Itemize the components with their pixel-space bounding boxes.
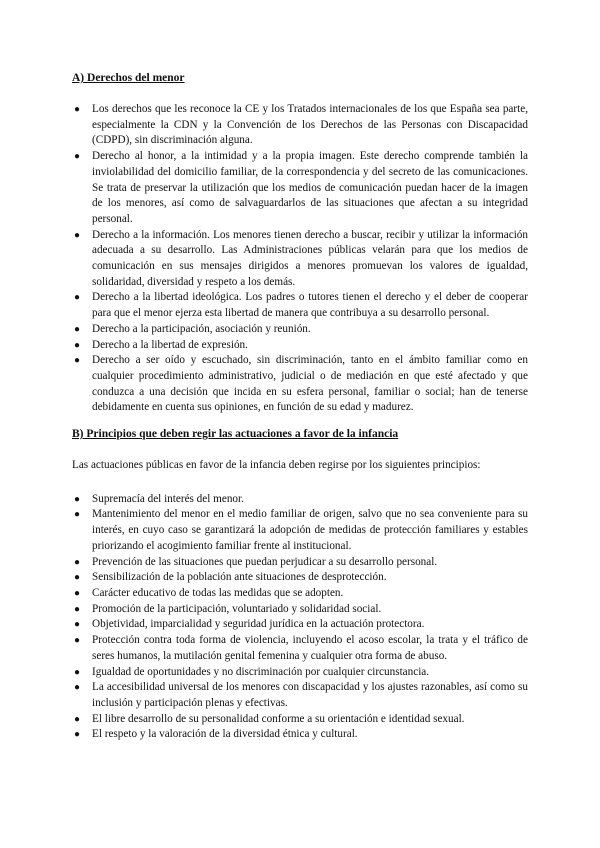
bullet-icon: ● bbox=[74, 713, 81, 725]
list-item: ● Supremacía del interés del menor. bbox=[72, 492, 528, 508]
bullet-icon: ● bbox=[74, 587, 81, 599]
list-item: ● Mantenimiento del menor en el medio familiar de origen, salvo que no sea conveniente para su interés, en cuyo caso se garantizará la adopción de medidas de protección familiares y estables priorizando el acogimiento familiar frente al institucional. bbox=[74, 508, 528, 552]
bullet-icon: ● bbox=[74, 151, 81, 163]
section-b-intro: Las actuaciones públicas en favor de la infancia deben regirse por los siguientes principios: bbox=[72, 459, 481, 472]
bullet-icon: ● bbox=[74, 635, 81, 647]
list-item: ● Promoción de la participación, voluntariado y solidaridad social. bbox=[72, 602, 528, 618]
bullet-icon: ● bbox=[74, 104, 81, 115]
bullet-icon: ● bbox=[74, 729, 81, 741]
bullet-icon: ● bbox=[74, 323, 81, 335]
bullet-icon: ● bbox=[74, 339, 81, 351]
bullet-icon: ● bbox=[74, 666, 81, 678]
list-item: ● Derecho a la información. Los menores tienen derecho a buscar, recibir y utilizar la información adecuada a su desarrollo. Las Administraciones públicas velarán para que los medios de comunicación en sus mensajes dirigidos a menores promuevan los valores de igualdad, solidaridad, diversidad y respeto a los demás. bbox=[74, 228, 528, 288]
list-item: ● Objetividad, imparcialidad y seguridad jurídica en la actuación protectora. bbox=[72, 617, 528, 633]
document-content bbox=[72, 70, 528, 743]
list-item: ● El respeto y la valoración de la diversidad étnica y cultural. bbox=[72, 727, 528, 743]
list-item: ● Sensibilización de la población ante situaciones de desprotección. bbox=[72, 570, 528, 586]
bullet-icon: ● bbox=[74, 572, 81, 584]
bullet-icon: ● bbox=[74, 355, 81, 367]
bullet-icon: ● bbox=[74, 603, 81, 615]
bullet-icon: ● bbox=[74, 509, 81, 521]
bullet-icon: ● bbox=[74, 556, 81, 568]
list-item: ● Igualdad de oportunidades y no discriminación por cualquier circunstancia. bbox=[72, 665, 528, 681]
list-item: ● La accesibilidad universal de los menores con discapacidad y los ajustes razonables, así como su inclusión y participación plenas y efectivas. bbox=[74, 681, 528, 709]
list-item: ● El libre desarrollo de su personalidad conforme a su orientación e identidad sexual. bbox=[72, 712, 528, 728]
list-item: ● Derecho a ser oído y escuchado, sin discriminación, tanto en el ámbito familiar como en cualquier procedimiento administrativo, judicial o de mediación en que esté afectado y que conduzca a una decisión que incida en su esfera personal, familiar o social; han de tenerse debidamente en cuenta sus opiniones, en función de su edad y madurez. bbox=[74, 354, 528, 414]
section-a-heading: A) Derechos del menor bbox=[72, 72, 185, 84]
list-item: ● Carácter educativo de todas las medidas que se adopten. bbox=[72, 586, 528, 602]
list-item: ● Los derechos que les reconoce la CE y los Tratados internacionales de los que España sea parte, especialmente la CDN y la Convención de los Derechos de las Personas con Discapacidad (CDPD), sin discriminación alguna. bbox=[74, 103, 528, 147]
bullet-icon: ● bbox=[74, 682, 81, 694]
list-item: ● Protección contra toda forma de violencia, incluyendo el acoso escolar, la trata y el tráfico de seres humanos, la mutilación genital femenina y cualquier otra forma de abuso. bbox=[74, 634, 528, 662]
list-item: ● Derecho a la libertad de expresión. bbox=[72, 338, 528, 354]
list-item: ● Derecho a la participación, asociación y reunión. bbox=[72, 322, 528, 338]
bullet-icon: ● bbox=[74, 292, 81, 304]
section-a-list bbox=[72, 102, 528, 416]
list-item: ● Prevención de las situaciones que puedan perjudicar a su desarrollo personal. bbox=[72, 555, 528, 571]
list-item: ● Derecho al honor, a la intimidad y a la propia imagen. Este derecho comprende también la inviolabilidad del domicilio familiar, de la correspondencia y del secreto de las comunicaciones. Se trata de preservar la utilización que los medios de comunicación puedan hacer de la imagen de los menores, así como de salvaguardarlos de las situaciones que afectan a su integridad personal. bbox=[74, 150, 528, 225]
section-b-list bbox=[72, 492, 528, 743]
list-item: ● Derecho a la libertad ideológica. Los padres o tutores tienen el derecho y el deber de cooperar para que el menor ejerza esta libertad de manera que contribuya a su desarrollo personal. bbox=[74, 291, 528, 320]
bullet-icon: ● bbox=[74, 229, 81, 241]
bullet-icon: ● bbox=[74, 619, 81, 631]
bullet-icon: ● bbox=[74, 493, 81, 505]
section-b-heading: B) Principios que deben regir las actuaciones a favor de la infancia bbox=[72, 428, 399, 441]
